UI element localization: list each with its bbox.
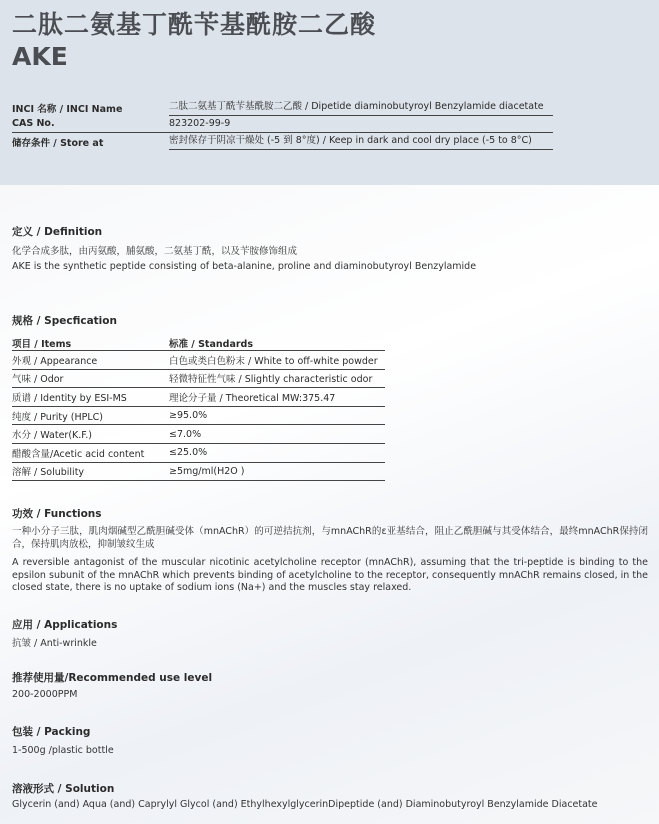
packing-text: 1-500g /plastic bottle	[12, 745, 114, 756]
functions-en: A reversible antagonist of the muscular nicotinic acetylcholine receptor (mnAChR), assuming that the tri-peptide is binding to the epsilon subunit of the mnAChR which prevents binding of acetylcholine to the receptor, consequently mnAChR remains closed, in the closed state, there is no uptake of sodium ions (Na+) and the muscles stay relaxed.	[12, 557, 648, 593]
spec-standard: ≥95.0%	[169, 406, 385, 425]
info-value: 密封保存于阴凉干燥处 (-5 到 8°度) / Keep in dark and cool dry place (-5 to 8°C)	[169, 133, 553, 150]
info-key: 储存条件 / Store at	[12, 137, 104, 149]
spec-standard: 理论分子量 / Theoretical MW:375.47	[169, 388, 385, 407]
definition-title: 定义 / Definition	[12, 226, 103, 238]
spec-item: 溶解 / Solubility	[12, 462, 169, 481]
info-value: 二肽二氨基丁酰苄基酰胺二乙酸 / Dipetide diaminobutyroyl Benzylamide diacetate	[169, 99, 553, 116]
spec-item: 纯度 / Purity (HPLC)	[12, 406, 169, 425]
product-title-cn: 二肽二氨基丁酰苄基酰胺二乙酸	[12, 10, 377, 39]
table-row	[12, 443, 385, 462]
spec-item: 气味 / Odor	[12, 369, 169, 388]
functions-title: 功效 / Functions	[12, 508, 102, 520]
column-header-items: 项目 / Items	[12, 336, 169, 351]
info-row-store	[12, 133, 553, 150]
table-row	[12, 462, 385, 481]
table-row	[12, 406, 385, 425]
info-key: INCI 名称 / INCI Name	[12, 103, 123, 115]
info-row-inci	[12, 99, 553, 116]
table-header-row	[12, 336, 385, 351]
info-value: 823202-99-9	[169, 116, 553, 133]
applications-title: 应用 / Applications	[12, 619, 118, 631]
specification-title: 规格 / Specfication	[12, 315, 117, 327]
spec-standard: ≤7.0%	[169, 425, 385, 444]
table-row	[12, 388, 385, 407]
spec-standard: ≥5mg/ml(H2O )	[169, 462, 385, 481]
spec-item: 质谱 / Identity by ESI-MS	[12, 388, 169, 407]
packing-title: 包装 / Packing	[12, 726, 91, 738]
solution-text: Glycerin (and) Aqua (and) Caprylyl Glycol (and) EthylhexylglycerinDipeptide (and) Diaminobutyroyl Benzylamide Diacetate	[12, 799, 598, 810]
solution-title: 溶液形式 / Solution	[12, 783, 115, 795]
definition-cn: 化学合成多肽，由丙氨酸，脯氨酸，二氨基丁酰，以及苄胺修饰组成	[12, 246, 298, 257]
table-row	[12, 351, 385, 370]
spec-standard: ≤25.0%	[169, 443, 385, 462]
definition-en: AKE is the synthetic peptide consisting of beta-alanine, proline and diaminobutyroyl Benzylamide	[12, 261, 477, 272]
applications-text: 抗皱 / Anti-wrinkle	[12, 638, 97, 649]
use-level-title: 推荐使用量/Recommended use level	[12, 672, 213, 684]
info-row-cas	[12, 116, 553, 133]
specification-table	[12, 336, 385, 481]
spec-item: 醋酸含量/Acetic acid content	[12, 443, 169, 462]
content-background	[0, 185, 659, 824]
product-title-en: AKE	[12, 42, 68, 71]
functions-cn: 一种小分子三肽，肌肉烟碱型乙酰胆碱受体（mnAChR）的可逆拮抗剂，与mnAChR的ε亚基结合，阻止乙酰胆碱与其受体结合，最终mnAChR保持闭合，保持肌肉放松，抑制皱纹生成	[12, 526, 648, 550]
spec-item: 外观 / Appearance	[12, 351, 169, 370]
table-row	[12, 369, 385, 388]
info-key: CAS No.	[12, 116, 169, 133]
spec-item: 水分 / Water(K.F.)	[12, 425, 169, 444]
table-row	[12, 425, 385, 444]
spec-standard: 轻微特征性气味 / Slightly characteristic odor	[169, 369, 385, 388]
use-level-text: 200-2000PPM	[12, 689, 78, 700]
info-table	[12, 99, 553, 150]
column-header-standards: 标准 / Standards	[169, 336, 385, 351]
spec-standard: 白色或类白色粉末 / White to off-white powder	[169, 351, 385, 370]
